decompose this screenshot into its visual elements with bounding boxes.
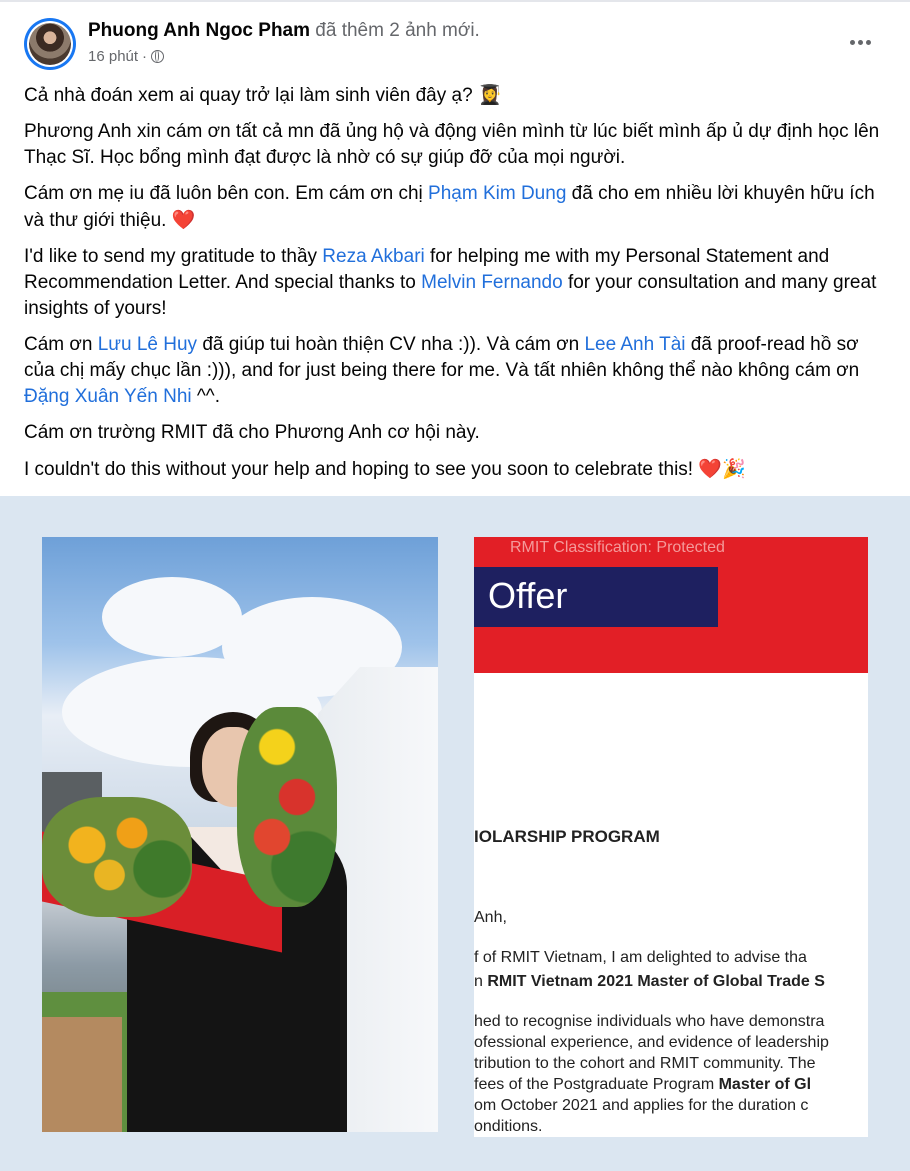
letter-line: [474, 973, 825, 991]
globe-icon[interactable]: [151, 50, 164, 63]
author-name[interactable]: Phuong Anh Ngoc Pham: [88, 20, 311, 41]
offer-letter-photo[interactable]: [474, 537, 868, 1137]
paragraph-text: for helping me with my Personal Statement and Recommendation Letter. And special thanks to: [24, 246, 830, 293]
message-paragraph-6: [24, 420, 886, 446]
mention-link[interactable]: Melvin Fernando: [421, 272, 563, 293]
graduation-photo[interactable]: [42, 537, 438, 1132]
paragraph-text: Cám ơn trường RMIT đã cho Phương Anh cơ hội này.: [24, 422, 480, 443]
offer-title: Offer: [488, 575, 568, 616]
heart-party-emoji-icon: ❤️🎉: [698, 458, 746, 480]
message-paragraph-5: [24, 332, 886, 410]
letter-line: f of RMIT Vietnam, I am delighted to advise tha: [474, 949, 807, 966]
letter-line: onditions.: [474, 1118, 543, 1135]
paragraph-text: I couldn't do this without your help and hoping to see you soon to celebrate this!: [24, 459, 699, 480]
post-timestamp[interactable]: 16 phút: [88, 48, 139, 65]
student-emoji-icon: 👩‍🎓: [477, 84, 502, 106]
paragraph-text: Cám ơn mẹ iu đã luôn bên con. Em cám ơn chị: [24, 183, 429, 204]
letter-line: Anh,: [474, 909, 507, 926]
paragraph-text: đã proof-read hồ sơ của chị mấy chục lần :))), and for just being there for me. Và tất nhiên không thể nào không cám ơn: [24, 334, 860, 381]
more-dot-icon: [858, 40, 863, 45]
paragraph-text: ^^.: [191, 386, 220, 407]
paragraph-text: đã giúp tui hoàn thiện CV nha :)). Và cám ơn: [197, 334, 585, 355]
message-paragraph-4: [24, 244, 886, 322]
classification-label: RMIT Classification: Protected: [510, 539, 725, 556]
letter-line: tribution to the cohort and RMIT community. The: [474, 1055, 816, 1072]
avatar-photo: [29, 23, 71, 65]
paper-bag-shape: [42, 1017, 122, 1132]
paragraph-text: Cám ơn: [24, 334, 98, 355]
letter-text: n: [474, 973, 488, 990]
paragraph-text: Cả nhà đoán xem ai quay trở lại làm sinh viên đây ạ?: [24, 85, 473, 106]
letter-line: IOLARSHIP PROGRAM: [474, 827, 660, 846]
letter-line: ofessional experience, and evidence of leadership: [474, 1034, 829, 1051]
letter-line: [474, 1076, 811, 1094]
offer-title-box: [474, 567, 718, 627]
paragraph-text: for your consultation and many great insights of yours!: [24, 272, 877, 319]
post-meta: [88, 48, 164, 65]
letter-bold-text: Master of Gl: [718, 1076, 812, 1093]
more-dot-icon: [866, 40, 871, 45]
mention-link[interactable]: Đặng Xuân Yến Nhi: [24, 386, 192, 407]
post-header: [24, 16, 886, 72]
message-paragraph-2: [24, 119, 886, 171]
letter-line: om October 2021 and applies for the duration c: [474, 1097, 809, 1114]
flower-bouquet-shape: [237, 707, 337, 907]
paragraph-text: đã cho em nhiều lời khuyên hữu ích và thư giới thiệu.: [24, 183, 875, 231]
paragraph-text: I'd like to send my gratitude to thầy: [24, 246, 323, 267]
post-message: [24, 82, 886, 493]
letter-bold-text: RMIT Vietnam 2021 Master of Global Trade S: [487, 973, 825, 990]
post-action-text: đã thêm 2 ảnh mới.: [315, 20, 480, 41]
mention-link[interactable]: Lưu Lê Huy: [97, 334, 198, 355]
heart-emoji-icon: ❤️: [171, 209, 196, 231]
letter-red-header: [474, 537, 868, 673]
message-paragraph-3: [24, 181, 886, 234]
message-paragraph-7: [24, 456, 886, 483]
author-avatar[interactable]: [24, 18, 76, 70]
mention-link[interactable]: Reza Akbari: [322, 246, 425, 267]
letter-line: hed to recognise individuals who have demonstra: [474, 1013, 825, 1030]
cloud-shape: [102, 577, 242, 657]
author-line: [88, 20, 480, 42]
more-options-button[interactable]: [842, 24, 878, 60]
meta-separator: ·: [142, 48, 148, 65]
mention-link[interactable]: Phạm Kim Dung: [428, 183, 567, 204]
flower-bouquet-shape: [42, 797, 192, 917]
mention-link[interactable]: Lee Anh Tài: [584, 334, 686, 355]
paragraph-text: Phương Anh xin cám ơn tất cả mn đã ủng hộ và động viên mình từ lúc biết mình ấp ủ dự định học lên Thạc Sĩ. Học bổng mình đạt được là nhờ có sự giúp đỡ của mọi người.: [24, 121, 880, 168]
message-paragraph-1: [24, 82, 886, 109]
letter-text: fees of the Postgraduate Program: [474, 1076, 719, 1093]
post-media-grid: [0, 496, 910, 1171]
avatar-ring: [27, 21, 73, 67]
more-dot-icon: [850, 40, 855, 45]
post-top-border: [0, 0, 910, 2]
